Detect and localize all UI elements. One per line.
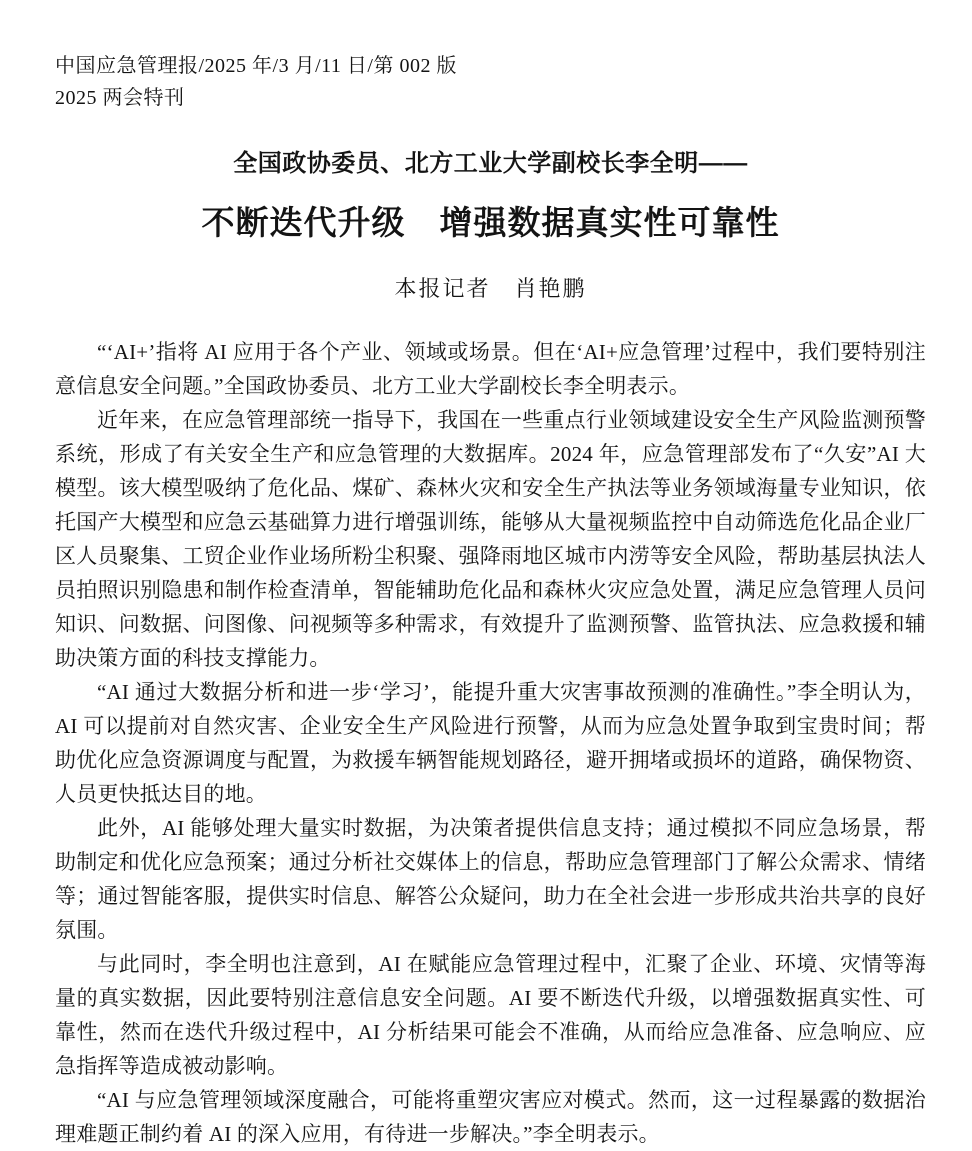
masthead <box>55 50 926 114</box>
masthead-edition-line: 2025 两会特刊 <box>55 87 185 109</box>
masthead-source-line: 中国应急管理报/2025 年/3 月/11 日/第 002 版 <box>55 55 457 77</box>
article-paragraph: “AI 通过大数据分析和进一步‘学习’，能提升重大灾害事故预测的准确性。”李全明认为，AI 可以提前对自然灾害、企业安全生产风险进行预警，从而为应急处置争取到宝贵时间；帮助优化应急资源调度与配置，为救援车辆智能规划路径，避开拥堵或损坏的道路，确保物资、人员更快抵达目的地。 <box>55 680 926 806</box>
article-paragraph: 近年来，在应急管理部统一指导下，我国在一些重点行业领域建设安全生产风险监测预警系统，形成了有关安全生产和应急管理的大数据库。2024 年，应急管理部发布了“久安”AI 大模型。该大模型吸纳了危化品、煤矿、森林火灾和安全生产执法等业务领域海量专业知识，依托国产大模型和应急云基础算力进行增强训练，能够从大量视频监控中自动筛选危化品企业厂区人员聚集、工贸企业作业场所粉尘积聚、强降雨地区城市内涝等安全风险，帮助基层执法人员拍照识别隐患和制作检查清单，智能辅助危化品和森林火灾应急处置，满足应急管理人员问知识、问数据、问图像、问视频等多种需求，有效提升了监测预警、监管执法、应急救援和辅助决策方面的科技支撑能力。 <box>55 408 926 670</box>
article-kicker: 全国政协委员、北方工业大学副校长李全明—— <box>233 150 748 177</box>
article-byline: 本报记者 肖艳鹏 <box>394 276 587 301</box>
article-paragraph: 此外，AI 能够处理大量实时数据，为决策者提供信息支持；通过模拟不同应急场景，帮助制定和优化应急预案；通过分析社交媒体上的信息，帮助应急管理部门了解公众需求、情绪等；通过智能客服，提供实时信息、解答公众疑问，助力在全社会进一步形成共治共享的良好氛围。 <box>55 816 926 942</box>
article-body <box>55 335 926 1151</box>
article-title: 不断迭代升级 增强数据真实性可靠性 <box>201 206 780 242</box>
article-paragraph: “AI 与应急管理领域深度融合，可能将重塑灾害应对模式。然而，这一过程暴露的数据治理难题正制约着 AI 的深入应用，有待进一步解决。”李全明表示。 <box>55 1088 926 1146</box>
article-paragraph: “‘AI+’指将 AI 应用于各个产业、领域或场景。但在‘AI+应急管理’过程中，我们要特别注意信息安全问题。”全国政协委员、北方工业大学副校长李全明表示。 <box>55 340 926 398</box>
article-paragraph: 与此同时，李全明也注意到，AI 在赋能应急管理过程中，汇聚了企业、环境、灾情等海量的真实数据，因此要特别注意信息安全问题。AI 要不断迭代升级，以增强数据真实性、可靠性，然而在迭代升级过程中，AI 分析结果可能会不准确，从而给应急准备、应急响应、应急指挥等造成被动影响。 <box>55 952 926 1078</box>
